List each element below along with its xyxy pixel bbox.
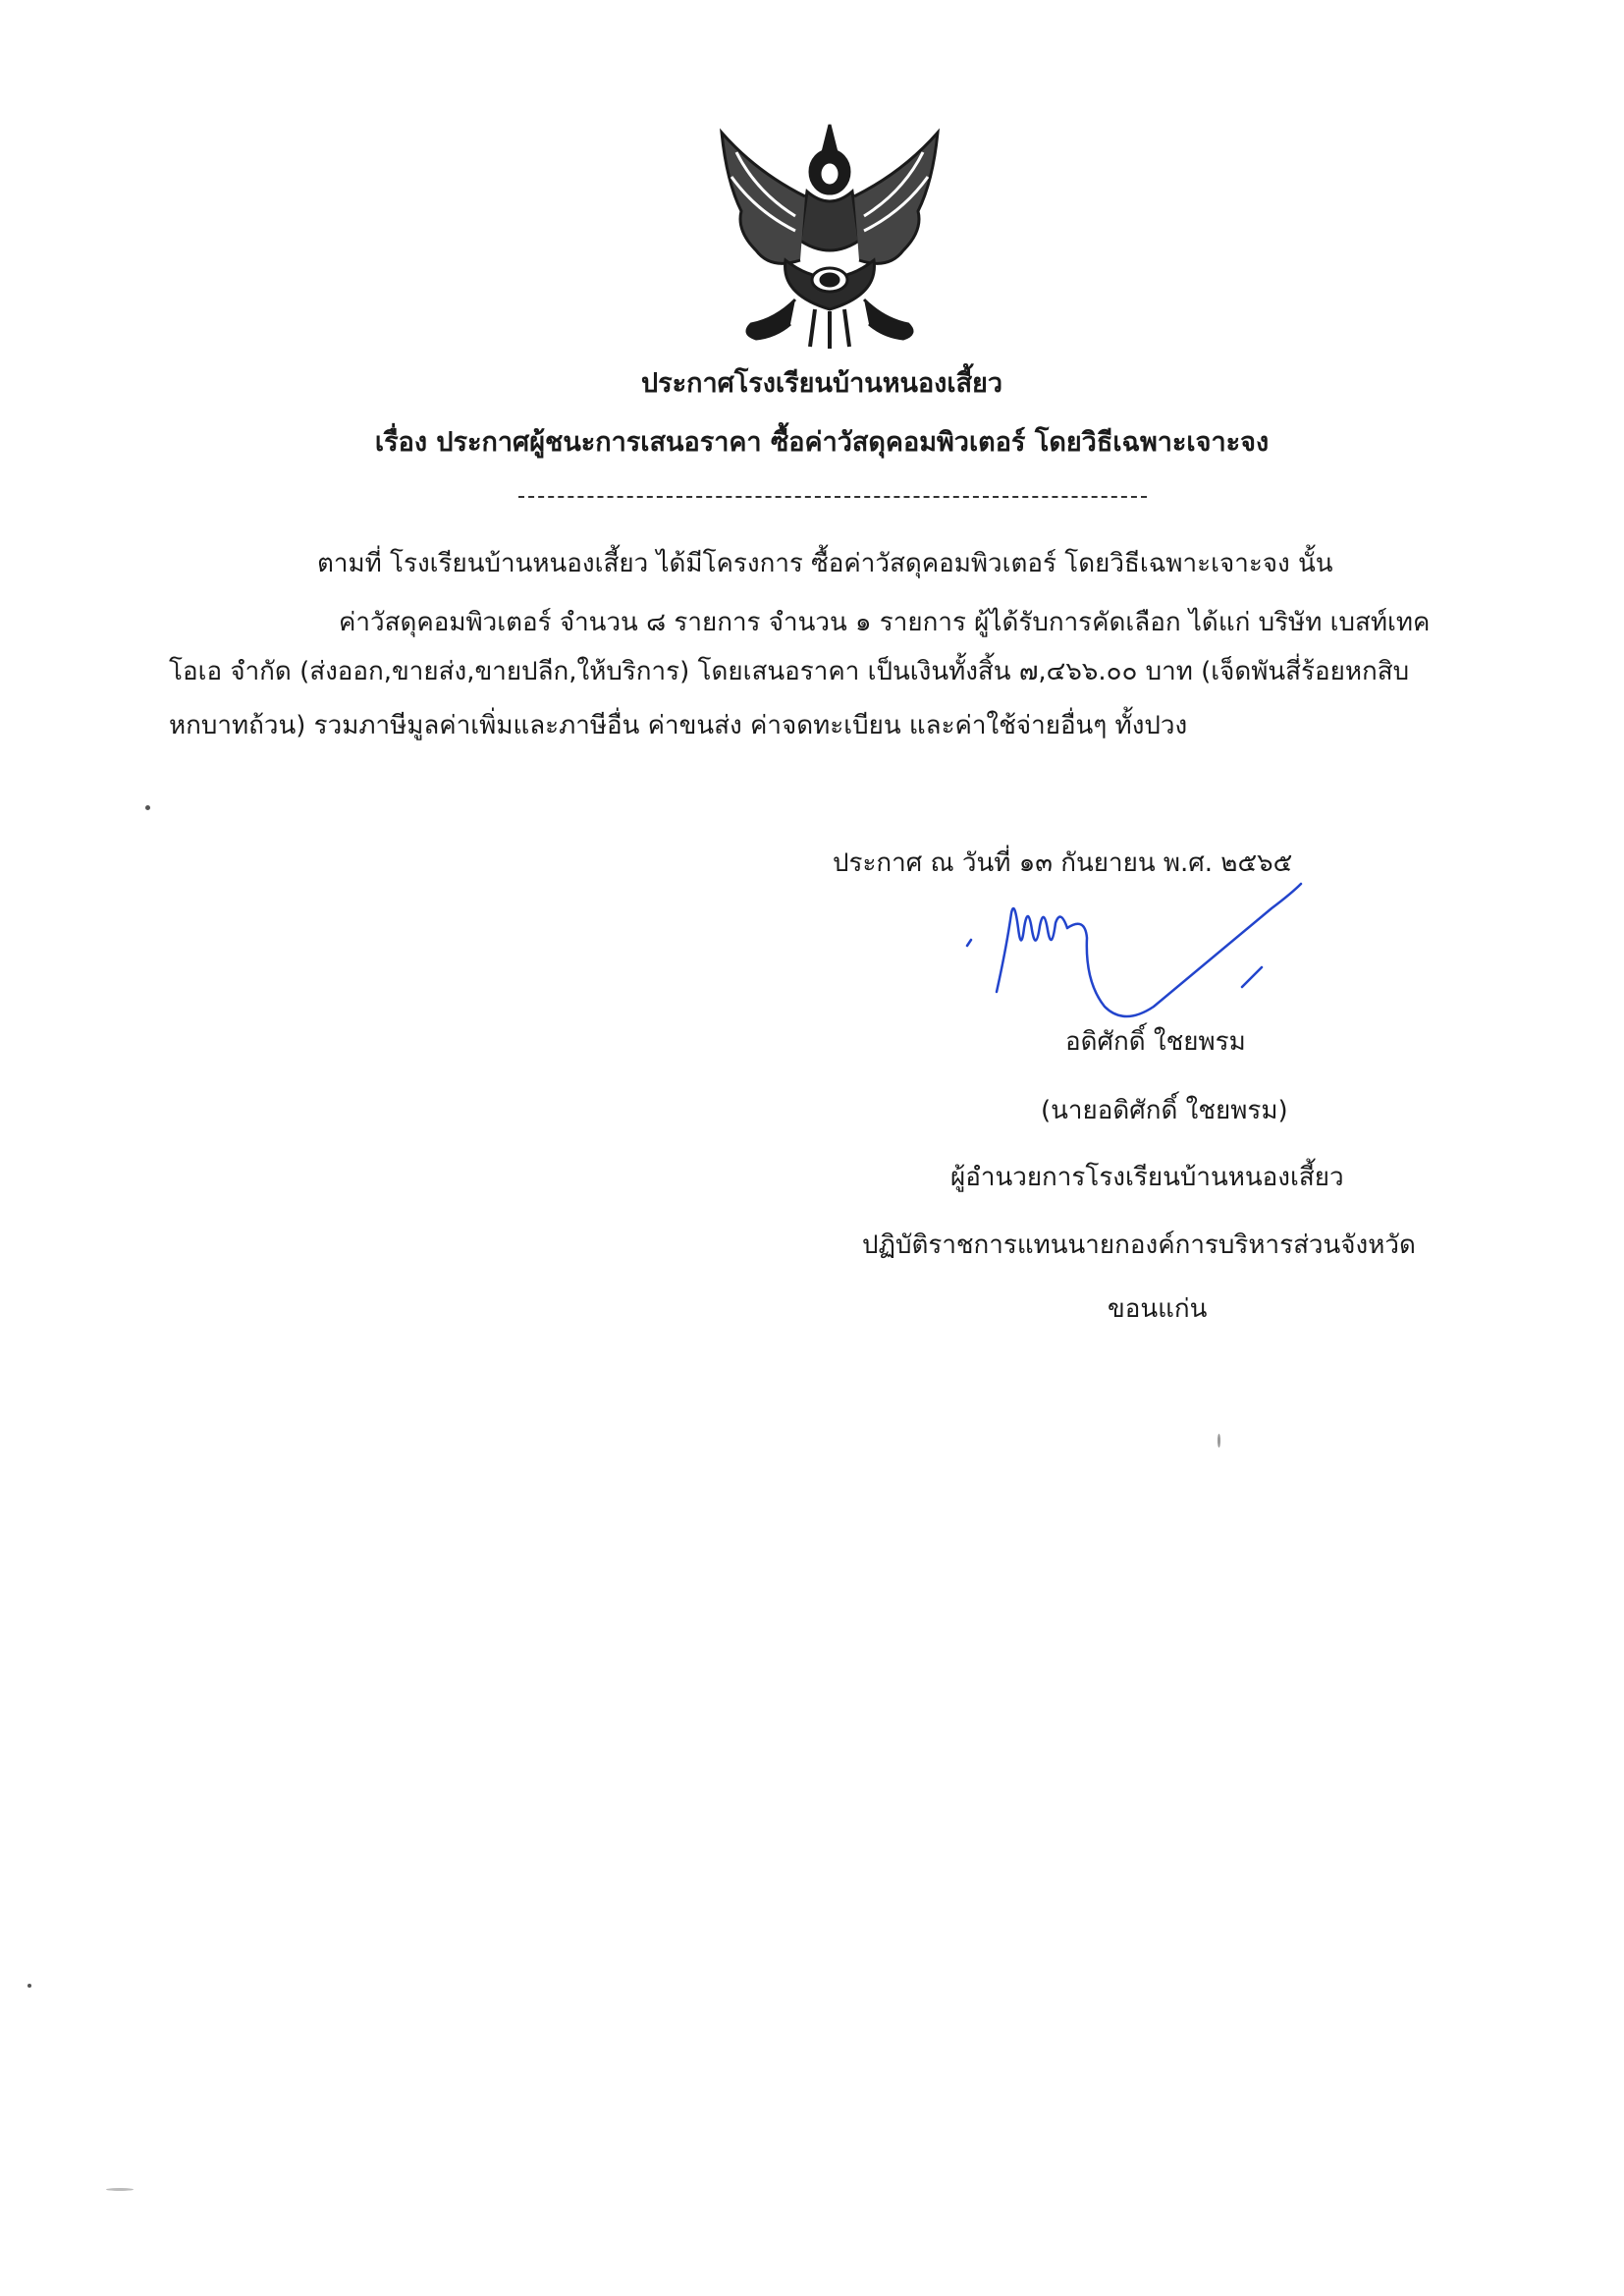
signatory-position-1: ผู้อำนวยการโรงเรียนบ้านหนองเสี้ยว <box>950 1163 1344 1192</box>
garuda-emblem-icon <box>717 123 943 351</box>
body-line-4: หกบาทถ้วน) รวมภาษีมูลค่าเพิ่มและภาษีอื่น ค่าขนส่ง ค่าจดทะเบียน และค่าใช้จ่ายอื่นๆ ทั้งปวง <box>169 711 1188 740</box>
announcement-subject: เรื่อง ประกาศผู้ชนะการเสนอราคา ซื้อค่าวัสดุคอมพิวเตอร์ โดยวิธีเฉพาะเจาะจง <box>374 427 1270 458</box>
signatory-position-2: ปฏิบัติราชการแทนนายกองค์การบริหารส่วนจังหวัด <box>862 1230 1416 1260</box>
signatory-full-name: (นายอดิศักดิ์ ใชยพรม) <box>1041 1096 1288 1125</box>
scan-speck <box>145 805 150 810</box>
signatory-name: อดิศักดิ์ ใชยพรม <box>1065 1027 1246 1057</box>
body-line-1: ตามที่ โรงเรียนบ้านหนองเสี้ยว ได้มีโครงการ ซื้อค่าวัสดุคอมพิวเตอร์ โดยวิธีเฉพาะเจาะจง นั้น <box>317 549 1333 578</box>
announcement-date: ประกาศ ณ วันที่ ๑๓ กันยายน พ.ศ. ๒๕๖๕ <box>833 848 1293 878</box>
scan-speck <box>27 1984 31 1988</box>
scan-speck <box>1218 1434 1220 1448</box>
body-line-2: ค่าวัสดุคอมพิวเตอร์ จำนวน ๘ รายการ จำนวน ๑ รายการ ผู้ได้รับการคัดเลือก ได้แก่ บริษัท เบสท์เทค <box>339 608 1431 637</box>
handwritten-signature-icon <box>947 869 1360 1026</box>
body-line-3: โอเอ จำกัด (ส่งออก,ขายส่ง,ขายปลีก,ให้บริการ) โดยเสนอราคา เป็นเงินทั้งสิ้น ๗,๔๖๖.๐๐ บาท (เจ็ดพันสี่ร้อยหกสิบ <box>169 657 1410 686</box>
announcement-title: ประกาศโรงเรียนบ้านหนองเสี้ยว <box>640 368 1003 399</box>
header-divider <box>518 496 1147 498</box>
scan-speck <box>106 2188 134 2191</box>
signatory-position-3: ขอนแก่น <box>1108 1294 1208 1324</box>
